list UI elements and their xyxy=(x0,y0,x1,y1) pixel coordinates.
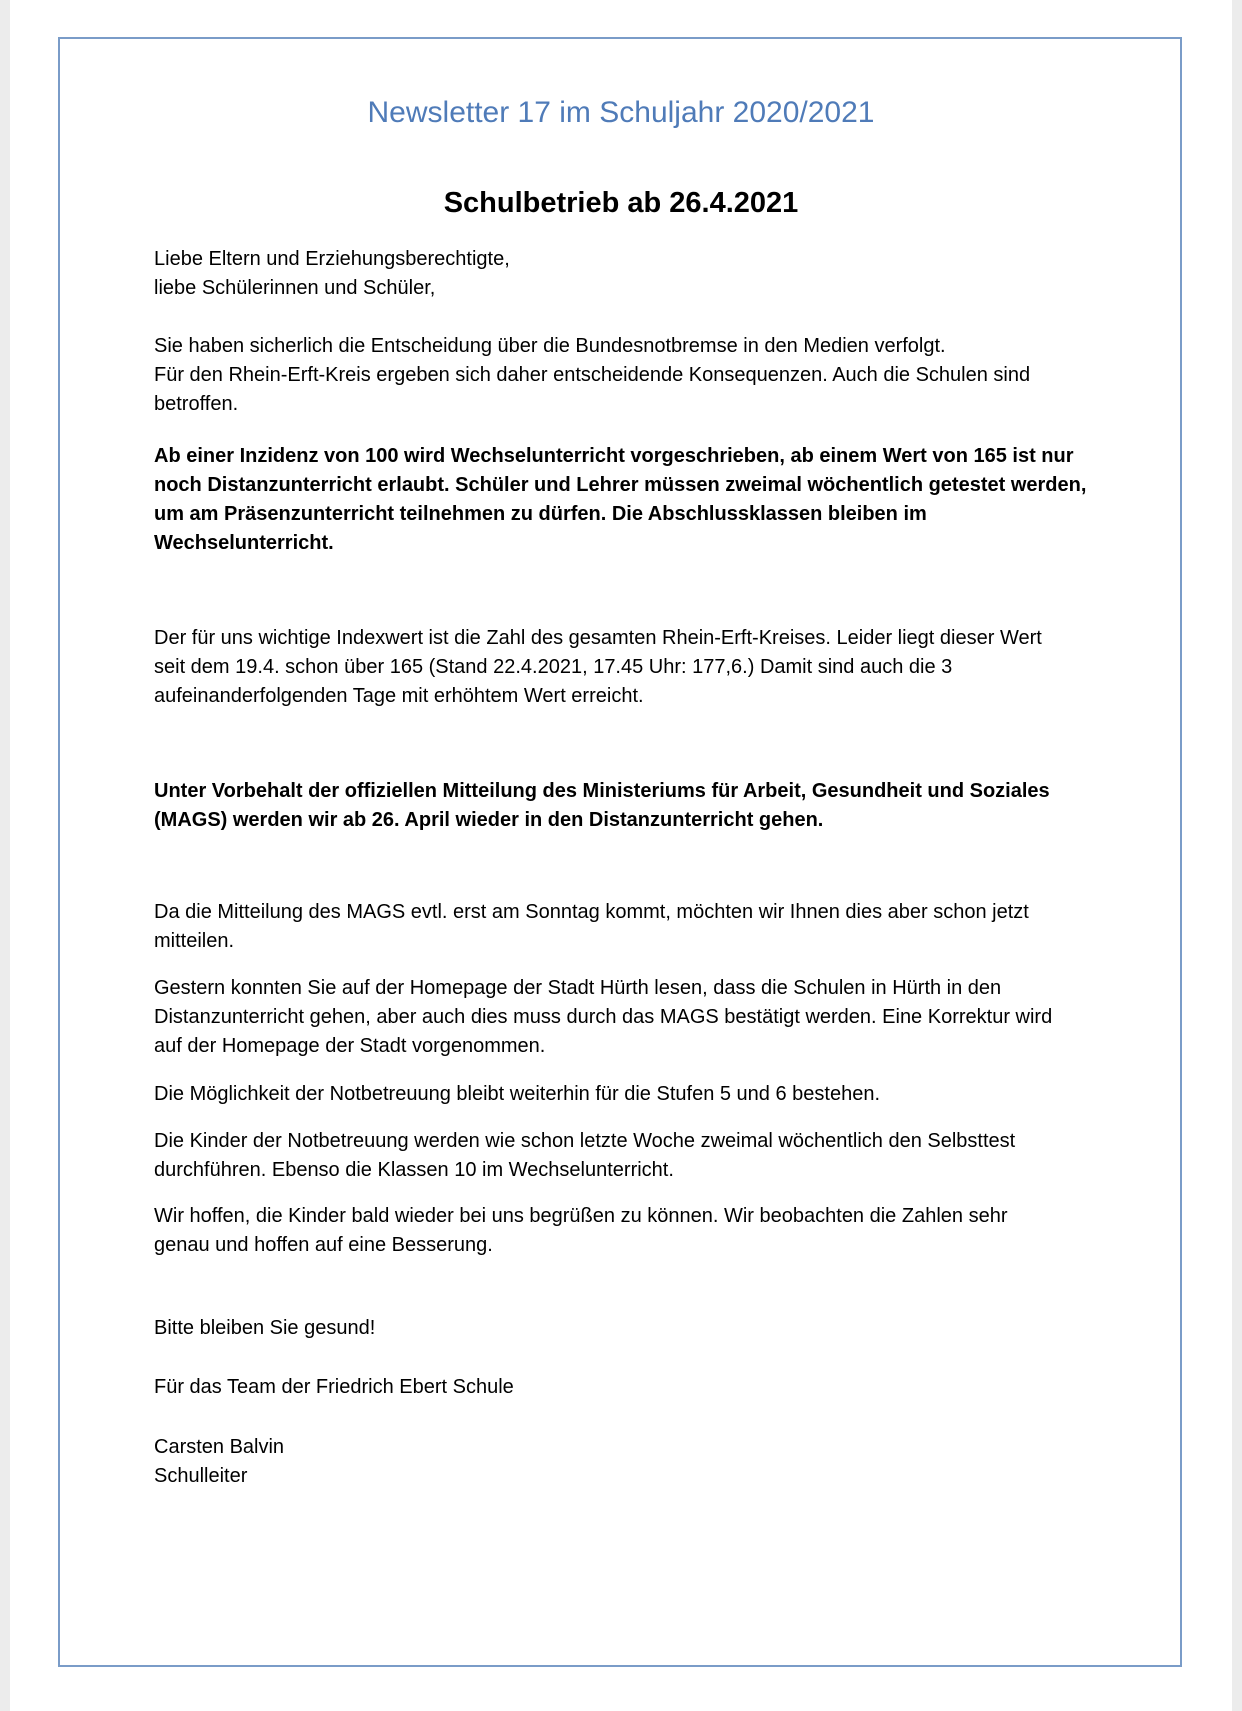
text-line: liebe Schülerinnen und Schüler, xyxy=(154,277,436,299)
text-line: genau und hoffen auf eine Besserung. xyxy=(154,1234,493,1256)
team-line xyxy=(154,1373,1114,1402)
intro-paragraph xyxy=(154,332,1114,419)
text-line: Ab einer Inzidenz von 100 wird Wechselunterricht vorgeschrieben, ab einem Wert von 165 ist nur xyxy=(154,445,1074,467)
signature-name: Carsten Balvin xyxy=(154,1436,285,1458)
text-line: aufeinanderfolgenden Tage mit erhöhtem Wert erreicht. xyxy=(154,685,644,707)
document-page xyxy=(10,0,1232,1711)
greeting-paragraph xyxy=(154,245,1114,303)
text-line: durchführen. Ebenso die Klassen 10 im Wechselunterricht. xyxy=(154,1159,674,1181)
document-heading: Schulbetrieb ab 26.4.2021 xyxy=(443,187,799,219)
text-line: um am Präsenzunterricht teilnehmen zu dürfen. Die Abschlussklassen bleiben im xyxy=(154,503,927,525)
text-line: Unter Vorbehalt der offiziellen Mitteilung des Ministeriums für Arbeit, Gesundheit und Soziales xyxy=(154,780,1050,802)
text-line: Der für uns wichtige Indexwert ist die Zahl des gesamten Rhein-Erft-Kreises. Leider liegt dieser Wert xyxy=(154,627,1042,649)
text-line: Distanzunterricht gehen, aber auch dies muss durch das MAGS bestätigt werden. Eine Korrektur wird xyxy=(154,1006,1053,1028)
text-line: Für den Rhein-Erft-Kreis ergeben sich daher entscheidende Konsequenzen. Auch die Schulen sind xyxy=(154,364,1031,386)
text-line: seit dem 19.4. schon über 165 (Stand 22.4.2021, 17.45 Uhr: 177,6.) Damit sind auch die 3 xyxy=(154,656,953,678)
text-line: (MAGS) werden wir ab 26. April wieder in den Distanzunterricht gehen. xyxy=(154,809,824,831)
signature-block xyxy=(154,1433,1114,1491)
text-line: Die Kinder der Notbetreuung werden wie schon letzte Woche zweimal wöchentlich den Selbsttest xyxy=(154,1130,1016,1152)
text-line: Die Möglichkeit der Notbetreuung bleibt weiterhin für die Stufen 5 und 6 bestehen. xyxy=(154,1083,881,1105)
text-line: betroffen. xyxy=(154,393,239,415)
text-line: Bitte bleiben Sie gesund! xyxy=(154,1317,376,1339)
text-line: Liebe Eltern und Erziehungsberechtigte, xyxy=(154,248,510,270)
text-line: Da die Mitteilung des MAGS evtl. erst am Sonntag kommt, möchten wir Ihnen dies aber schon jetzt xyxy=(154,901,1029,923)
text-line: Wir hoffen, die Kinder bald wieder bei uns begrüßen zu können. Wir beobachten die Zahlen sehr xyxy=(154,1205,1008,1227)
index-value-paragraph xyxy=(154,624,1114,711)
text-line: Für das Team der Friedrich Ebert Schule xyxy=(154,1376,514,1398)
text-line: auf der Homepage der Stadt vorgenommen. xyxy=(154,1035,546,1057)
signature-role: Schulleiter xyxy=(154,1465,248,1487)
huerth-note-paragraph xyxy=(154,974,1114,1061)
text-line: Wechselunterricht. xyxy=(154,532,334,554)
announcement-paragraph xyxy=(154,777,1114,835)
newsletter-title: Newsletter 17 im Schuljahr 2020/2021 xyxy=(367,96,875,129)
text-line: noch Distanzunterricht erlaubt. Schüler und Lehrer müssen zweimal wöchentlich getestet werden, xyxy=(154,474,1087,496)
mags-note-paragraph xyxy=(154,898,1114,956)
text-line: Sie haben sicherlich die Entscheidung über die Bundesnotbremse in den Medien verfolgt. xyxy=(154,335,946,357)
text-line: Gestern konnten Sie auf der Homepage der Stadt Hürth lesen, dass die Schulen in Hürth in den xyxy=(154,977,1002,999)
rules-paragraph xyxy=(154,442,1114,558)
care-note-paragraph xyxy=(154,1080,1114,1109)
hope-note-paragraph xyxy=(154,1202,1114,1260)
closing-line xyxy=(154,1314,1114,1343)
text-line: mitteilen. xyxy=(154,930,235,952)
test-note-paragraph xyxy=(154,1127,1114,1185)
